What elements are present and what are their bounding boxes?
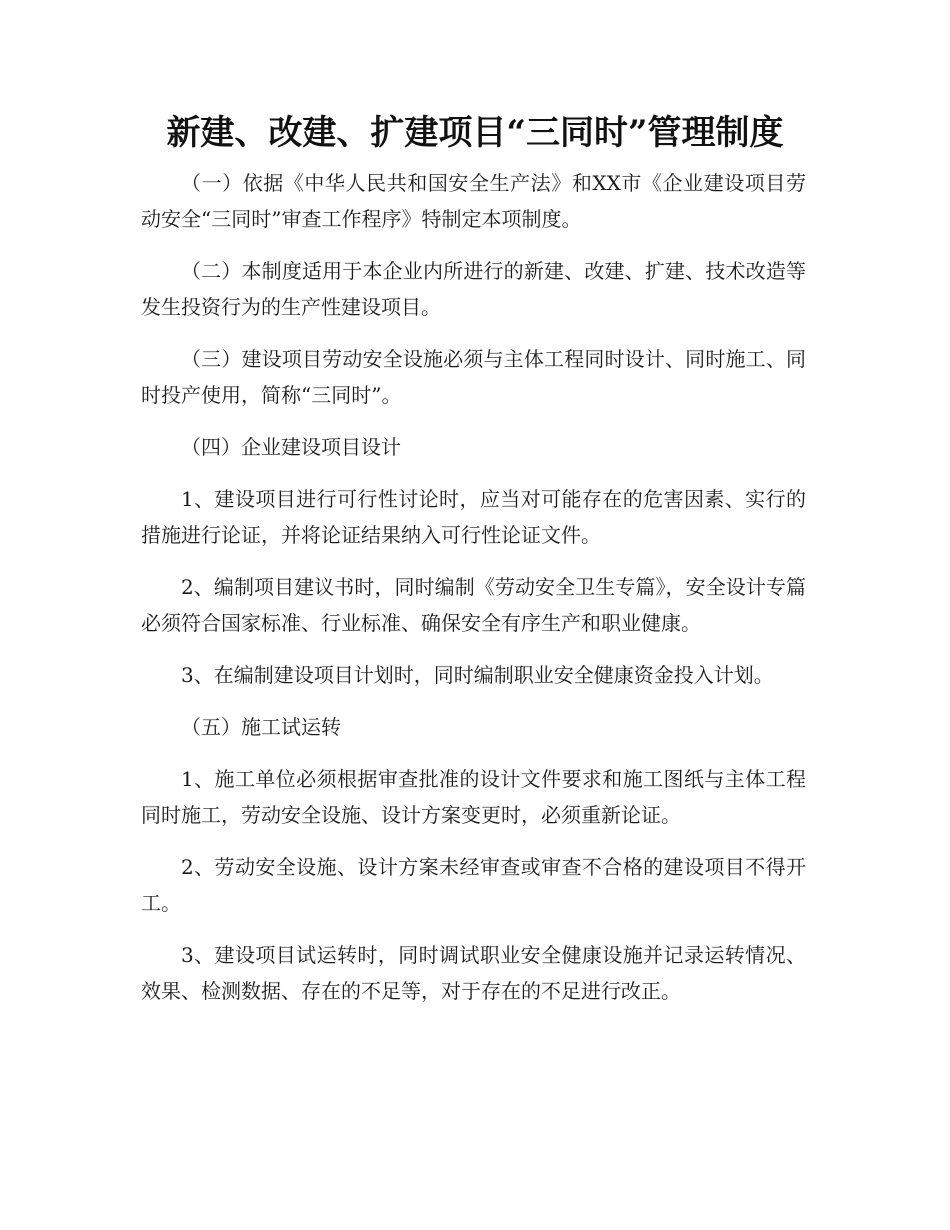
paragraph-design-2: 2、编制项目建议书时，同时编制《劳动安全卫生专篇》，安全设计专篇必须符合国家标准、行业标准、确保安全有序生产和职业健康。 bbox=[141, 575, 806, 635]
paragraph-construction-2: 2、劳动安全设施、设计方案未经审查或审查不合格的建设项目不得开工。 bbox=[141, 855, 806, 915]
paragraph-design-3: 3、在编制建设项目计划时，同时编制职业安全健康资金投入计划。 bbox=[181, 663, 774, 687]
paragraph-1: （一）依据《中华人民共和国安全生产法》和XX市《企业建设项目劳动安全“三同时”审查工作程序》特制定本项制度。 bbox=[141, 171, 806, 231]
section-heading-design: （四）企业建设项目设计 bbox=[181, 435, 401, 459]
document-body bbox=[141, 165, 806, 1025]
paragraph-construction-3: 3、建设项目试运转时，同时调试职业安全健康设施并记录运转情况、效果、检测数据、存在的不足等，对于存在的不足进行改正。 bbox=[141, 943, 806, 1003]
paragraph-construction-1: 1、施工单位必须根据审查批准的设计文件要求和施工图纸与主体工程同时施工，劳动安全设施、设计方案变更时，必须重新论证。 bbox=[141, 767, 806, 827]
document-title: 新建、改建、扩建项目“三同时”管理制度 bbox=[166, 113, 784, 153]
paragraph-2: （二）本制度适用于本企业内所进行的新建、改建、扩建、技术改造等发生投资行为的生产性建设项目。 bbox=[141, 259, 806, 319]
paragraph-3: （三）建设项目劳动安全设施必须与主体工程同时设计、同时施工、同时投产使用，简称“三同时”。 bbox=[141, 347, 806, 407]
section-heading-construction: （五）施工试运转 bbox=[181, 715, 341, 739]
paragraph-design-1: 1、建设项目进行可行性讨论时，应当对可能存在的危害因素、实行的措施进行论证，并将论证结果纳入可行性论证文件。 bbox=[141, 487, 806, 547]
